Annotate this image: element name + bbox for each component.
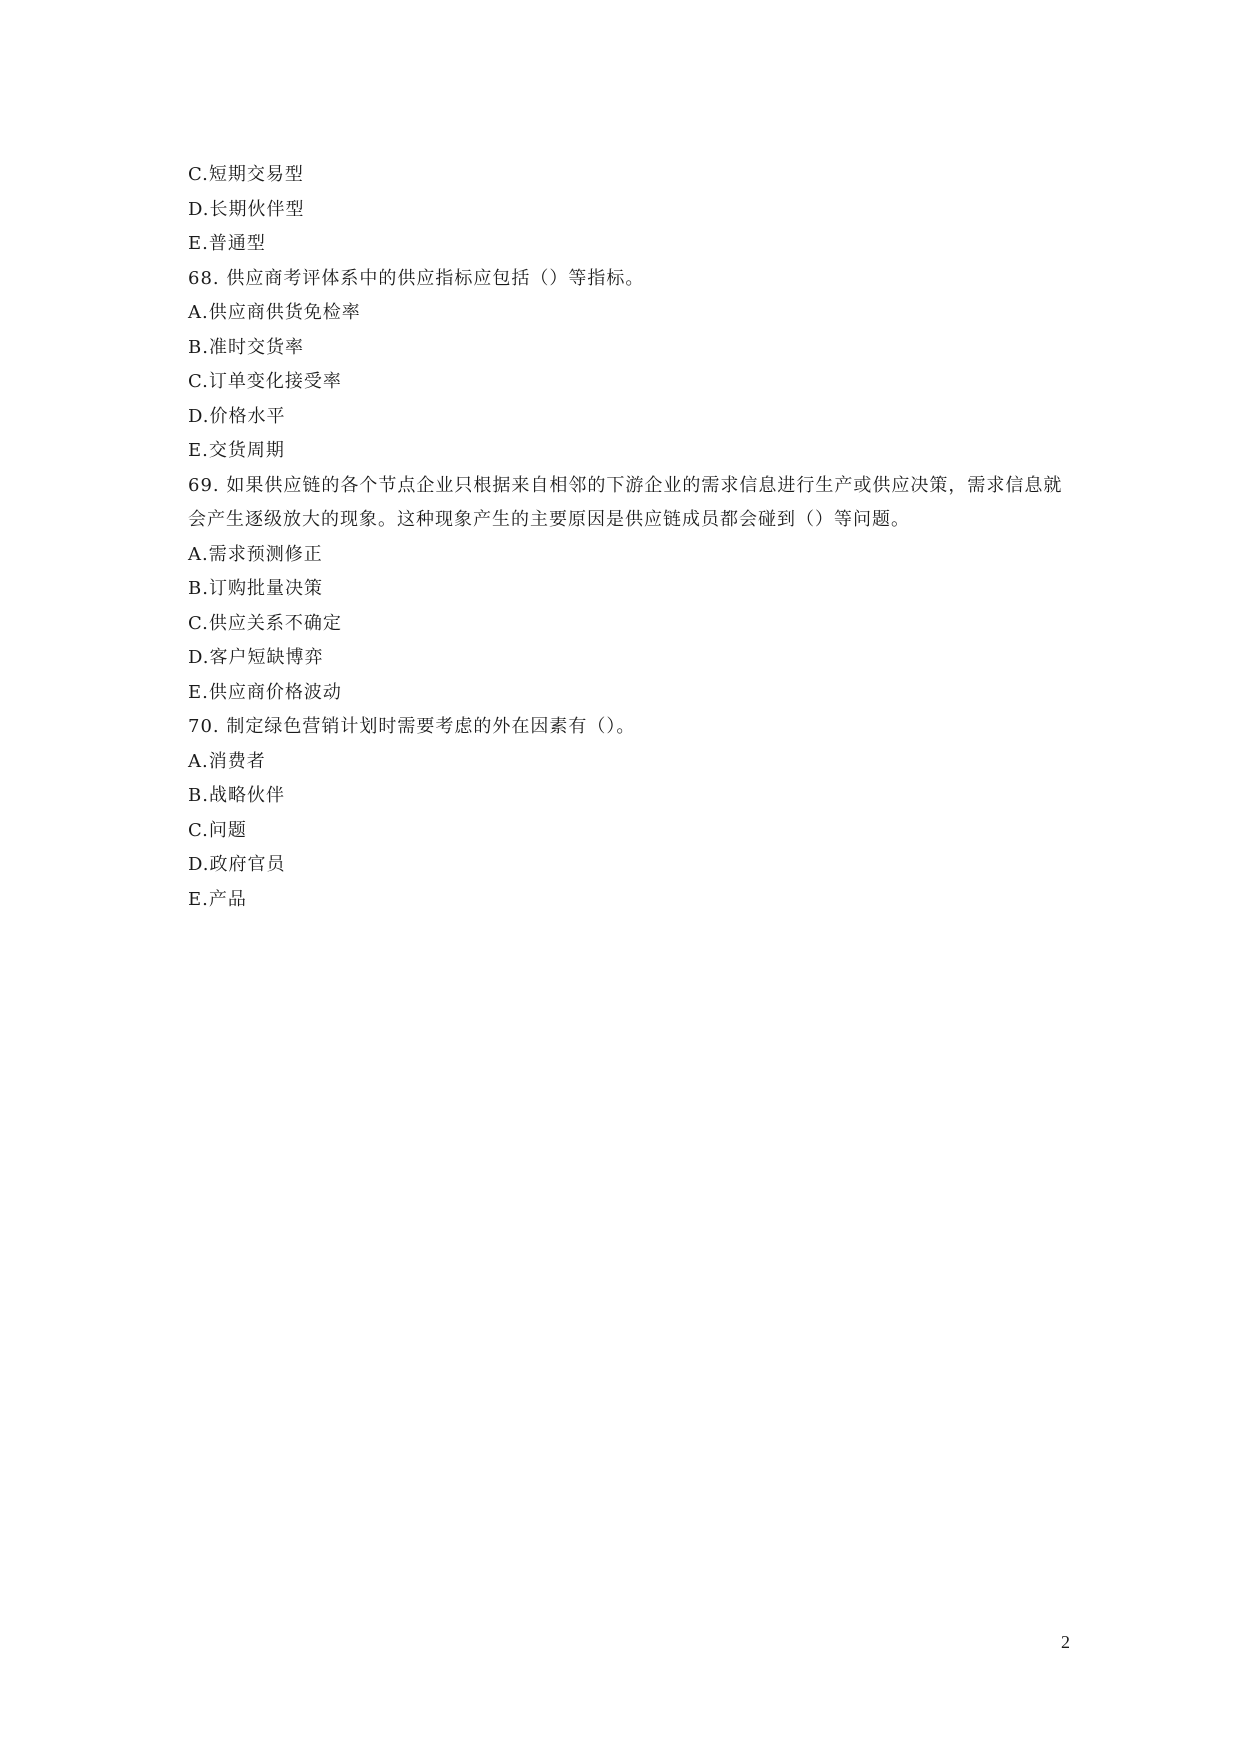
page-number: 2	[1061, 1632, 1070, 1652]
q70-option-e: E.产品	[188, 888, 247, 910]
q70-option-c: C.问题	[188, 819, 247, 841]
q67-option-d: D.长期伙伴型	[188, 198, 305, 220]
q68-option-c: C.订单变化接受率	[188, 371, 342, 392]
q70-option-d: D.政府官员	[188, 854, 286, 875]
q68-option-a: A.供应商供货免检率	[188, 302, 361, 323]
q68-option-e: E.交货周期	[188, 440, 285, 461]
q69-option-e: E.供应商价格波动	[188, 681, 342, 703]
q67-option-e: E.普通型	[188, 233, 266, 254]
q68-stem: 68. 供应商考评体系中的供应指标应包括（）等指标。	[188, 267, 645, 289]
q67-option-c: C.短期交易型	[188, 164, 304, 185]
question-list	[188, 158, 1063, 917]
q69-option-b: B.订购批量决策	[188, 578, 323, 599]
q69-option-d: D.客户短缺博弈	[188, 647, 324, 668]
q70-stem: 70. 制定绿色营销计划时需要考虑的外在因素有（）。	[188, 716, 636, 737]
q69-option-c: C.供应关系不确定	[188, 612, 342, 634]
q70-option-a: A.消费者	[188, 750, 266, 772]
q68-option-d: D.价格水平	[188, 405, 286, 427]
q68-option-b: B.准时交货率	[188, 336, 304, 358]
q69-option-a: A.需求预测修正	[188, 543, 323, 565]
q69-stem-line-2: 会产生逐级放大的现象。这种现象产生的主要原因是供应链成员都会碰到（）等问题。	[188, 509, 910, 530]
q70-option-b: B.战略伙伴	[188, 785, 285, 806]
q69-stem-line-1: 69. 如果供应链的各个节点企业只根据来自相邻的下游企业的需求信息进行生产或供应决策，需求信息就	[188, 474, 1063, 496]
